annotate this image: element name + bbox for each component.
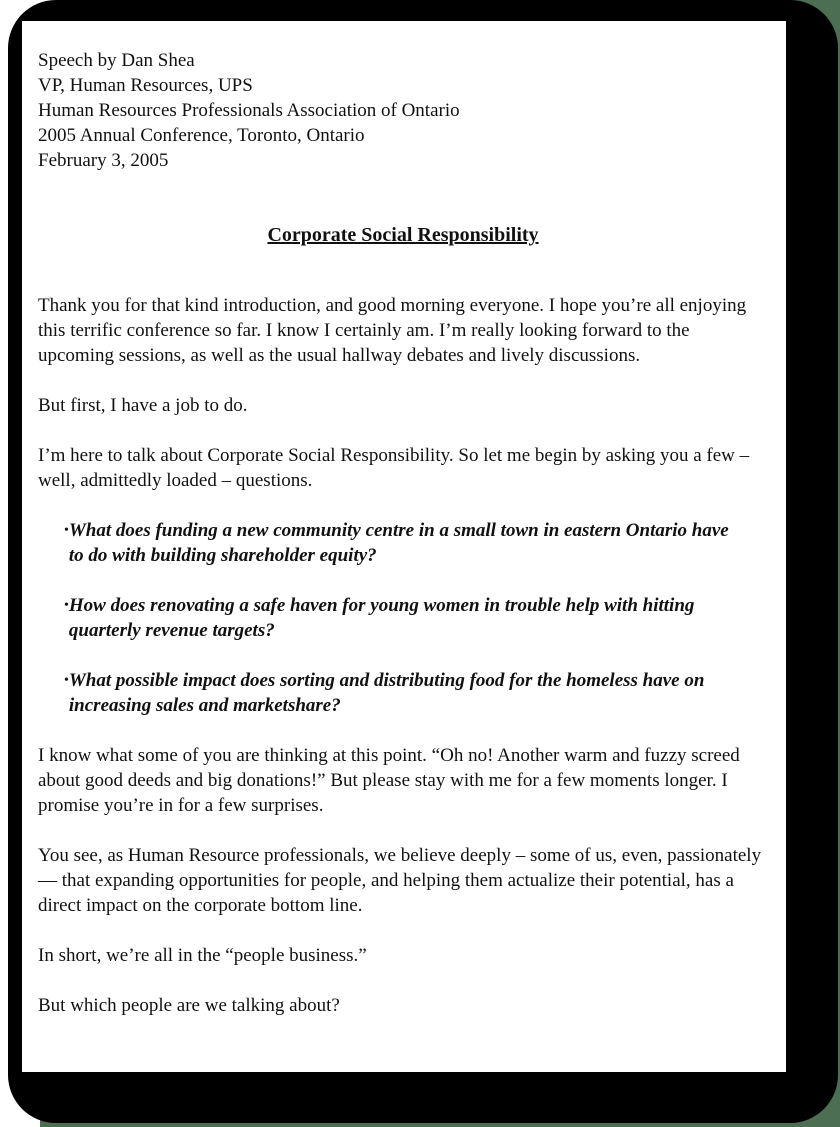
speech-title: Corporate Social Responsibility xyxy=(267,224,539,246)
speech-header xyxy=(38,48,768,173)
document-content xyxy=(22,21,786,1018)
paragraph-which-people: But which people are we talking about? xyxy=(38,995,340,1016)
paragraph-hr-professionals: You see, as Human Resource professionals, we believe deeply – some of us, even, passionately — that expanding opportunities for people, and helping them actualize their potential, has a direct impact on the corporate bottom line. xyxy=(38,845,762,916)
bullet-marker-icon: • xyxy=(64,673,69,688)
bullet-item-safe-haven xyxy=(38,593,768,643)
bullet-text: What does funding a new community centre in a small town in eastern Ontario have to do with building shareholder equity? xyxy=(68,520,729,566)
header-speaker-title: VP, Human Resources, UPS xyxy=(38,75,253,96)
bullet-marker-icon: • xyxy=(64,523,69,538)
document-page xyxy=(22,21,786,1072)
bullet-item-food-homeless xyxy=(38,668,768,718)
header-date: February 3, 2005 xyxy=(38,150,169,171)
bullet-text: What possible impact does sorting and distributing food for the homeless have on increasing sales and marketshare? xyxy=(68,670,705,716)
header-speaker: Speech by Dan Shea xyxy=(38,50,195,71)
paragraph-intro-thanks: Thank you for that kind introduction, and good morning everyone. I hope you’re all enjoying this terrific conference so far. I know I certainly am. I’m really looking forward to the upcoming sessions, as well as the usual hallway debates and lively discussions. xyxy=(38,295,747,366)
paragraph-people-business: In short, we’re all in the “people business.” xyxy=(38,945,367,966)
bullet-marker-icon: • xyxy=(64,598,69,613)
bullet-item-community-centre xyxy=(38,518,768,568)
paragraph-job-to-do: But first, I have a job to do. xyxy=(38,395,248,416)
bullet-text: How does renovating a safe haven for young women in trouble help with hitting quarterly revenue targets? xyxy=(68,595,695,641)
header-association: Human Resources Professionals Association of Ontario xyxy=(38,100,460,121)
question-bullet-list xyxy=(38,518,768,718)
paragraph-warm-fuzzy: I know what some of you are thinking at this point. “Oh no! Another warm and fuzzy screed about good deeds and big donations!” But please stay with me for a few moments longer. I promise you’re in for a few surprises. xyxy=(38,745,740,816)
paragraph-loaded-questions: I’m here to talk about Corporate Social Responsibility. So let me begin by asking you a few – well, admittedly loaded – questions. xyxy=(38,445,750,491)
header-conference: 2005 Annual Conference, Toronto, Ontario xyxy=(38,125,365,146)
